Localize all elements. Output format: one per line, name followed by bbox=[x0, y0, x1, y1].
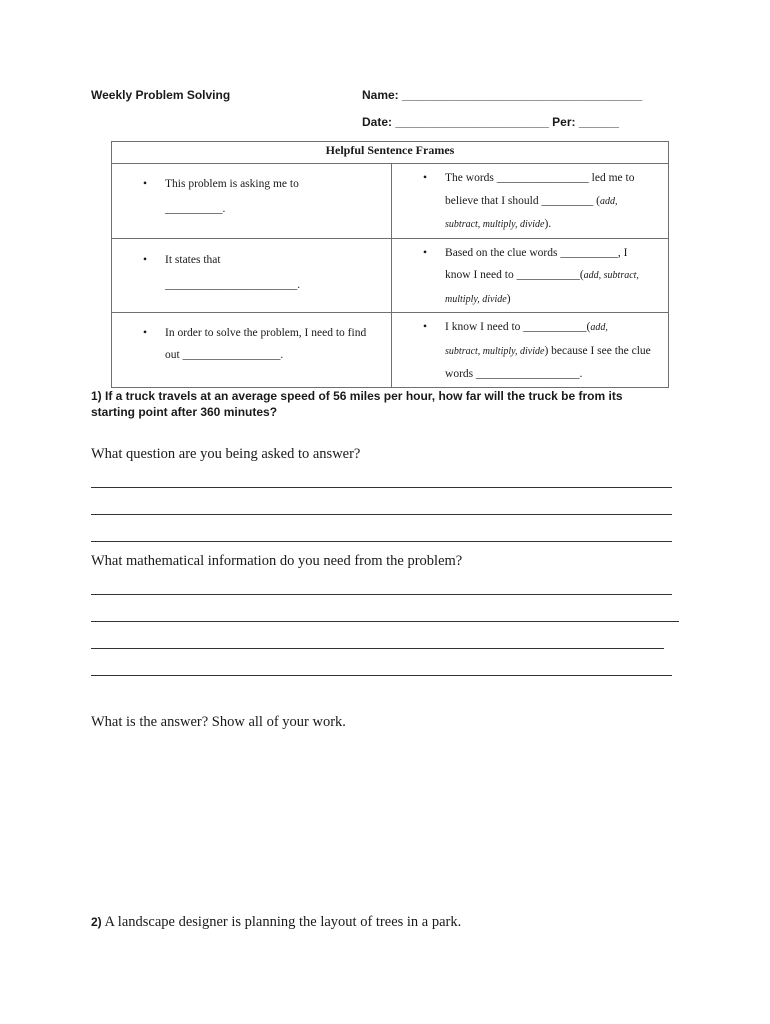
problem-1-line: starting point after 360 minutes? bbox=[91, 405, 278, 419]
frame-text: In order to solve the problem, I need to find bbox=[165, 327, 367, 339]
problem-2 bbox=[91, 914, 461, 931]
table-row bbox=[112, 313, 669, 388]
frame-cell bbox=[112, 164, 392, 239]
answer-line[interactable] bbox=[91, 621, 679, 622]
bullet-icon: • bbox=[423, 246, 428, 259]
sentence-frames-table bbox=[111, 141, 669, 388]
frame-text: This problem is asking me to bbox=[165, 178, 299, 190]
frame-cell bbox=[392, 313, 669, 388]
bullet-icon: • bbox=[423, 172, 428, 184]
answer-line[interactable] bbox=[91, 541, 672, 542]
frame-text: subtract, multiply, divide bbox=[445, 219, 545, 230]
frame-text: know I need to ___________( bbox=[445, 269, 584, 281]
problem-1 bbox=[91, 388, 623, 420]
frame-cell bbox=[112, 238, 392, 313]
work-area[interactable] bbox=[91, 740, 672, 890]
frame-text: Based on the clue words __________, I bbox=[445, 246, 628, 259]
frame-text: multiply, divide bbox=[445, 293, 507, 305]
frame-cell bbox=[392, 238, 669, 313]
prompt-information: What mathematical information do you need from the problem? bbox=[91, 553, 463, 569]
frame-cell bbox=[112, 313, 392, 388]
table-row bbox=[112, 238, 669, 313]
prompt-answer: What is the answer? Show all of your work. bbox=[91, 714, 346, 730]
frame-text: ) bbox=[506, 292, 511, 305]
frame-text: subtract, multiply, divide bbox=[445, 345, 545, 357]
frame-text: words __________________. bbox=[445, 368, 583, 380]
frame-text: believe that I should _________ ( bbox=[445, 194, 600, 207]
frame-text: It states that bbox=[165, 253, 221, 266]
frame-text: out _________________. bbox=[165, 349, 284, 361]
frame-text: The words ________________ led me to bbox=[445, 172, 635, 184]
frame-text: I know I need to ___________( bbox=[445, 321, 591, 333]
frame-text: __________. bbox=[165, 203, 226, 215]
worksheet-title: Weekly Problem Solving bbox=[91, 88, 231, 102]
prompt-question: What question are you being asked to answer? bbox=[91, 446, 361, 462]
table-heading: Helpful Sentence Frames bbox=[112, 142, 669, 164]
frame-text: _______________________. bbox=[165, 278, 301, 291]
frame-text: add, bbox=[599, 195, 618, 207]
bullet-icon: • bbox=[143, 178, 148, 190]
date-period-field[interactable]: Date: _______________________ Per: ______ bbox=[362, 115, 619, 129]
bullet-icon: • bbox=[143, 253, 148, 266]
name-field[interactable]: Name: ____________________________________ bbox=[362, 88, 643, 102]
table-row bbox=[112, 164, 669, 239]
frame-cell bbox=[392, 164, 669, 239]
answer-line[interactable] bbox=[91, 648, 664, 649]
frame-text: ). bbox=[544, 218, 552, 230]
answer-line[interactable] bbox=[91, 675, 672, 676]
bullet-icon: • bbox=[143, 327, 148, 339]
frame-text: add, bbox=[590, 322, 608, 333]
problem-2-text: A landscape designer is planning the layout of trees in a park. bbox=[101, 914, 462, 930]
frame-text: ) because I see the clue bbox=[544, 344, 651, 357]
answer-line[interactable] bbox=[91, 514, 672, 515]
problem-1-line: 1) If a truck travels at an average speed of 56 miles per hour, how far will the truck be from its bbox=[91, 389, 623, 403]
frame-text: add, subtract, bbox=[583, 270, 639, 281]
problem-2-number: 2) bbox=[91, 915, 102, 929]
bullet-icon: • bbox=[423, 321, 428, 333]
answer-line[interactable] bbox=[91, 594, 672, 595]
answer-line[interactable] bbox=[91, 487, 672, 488]
